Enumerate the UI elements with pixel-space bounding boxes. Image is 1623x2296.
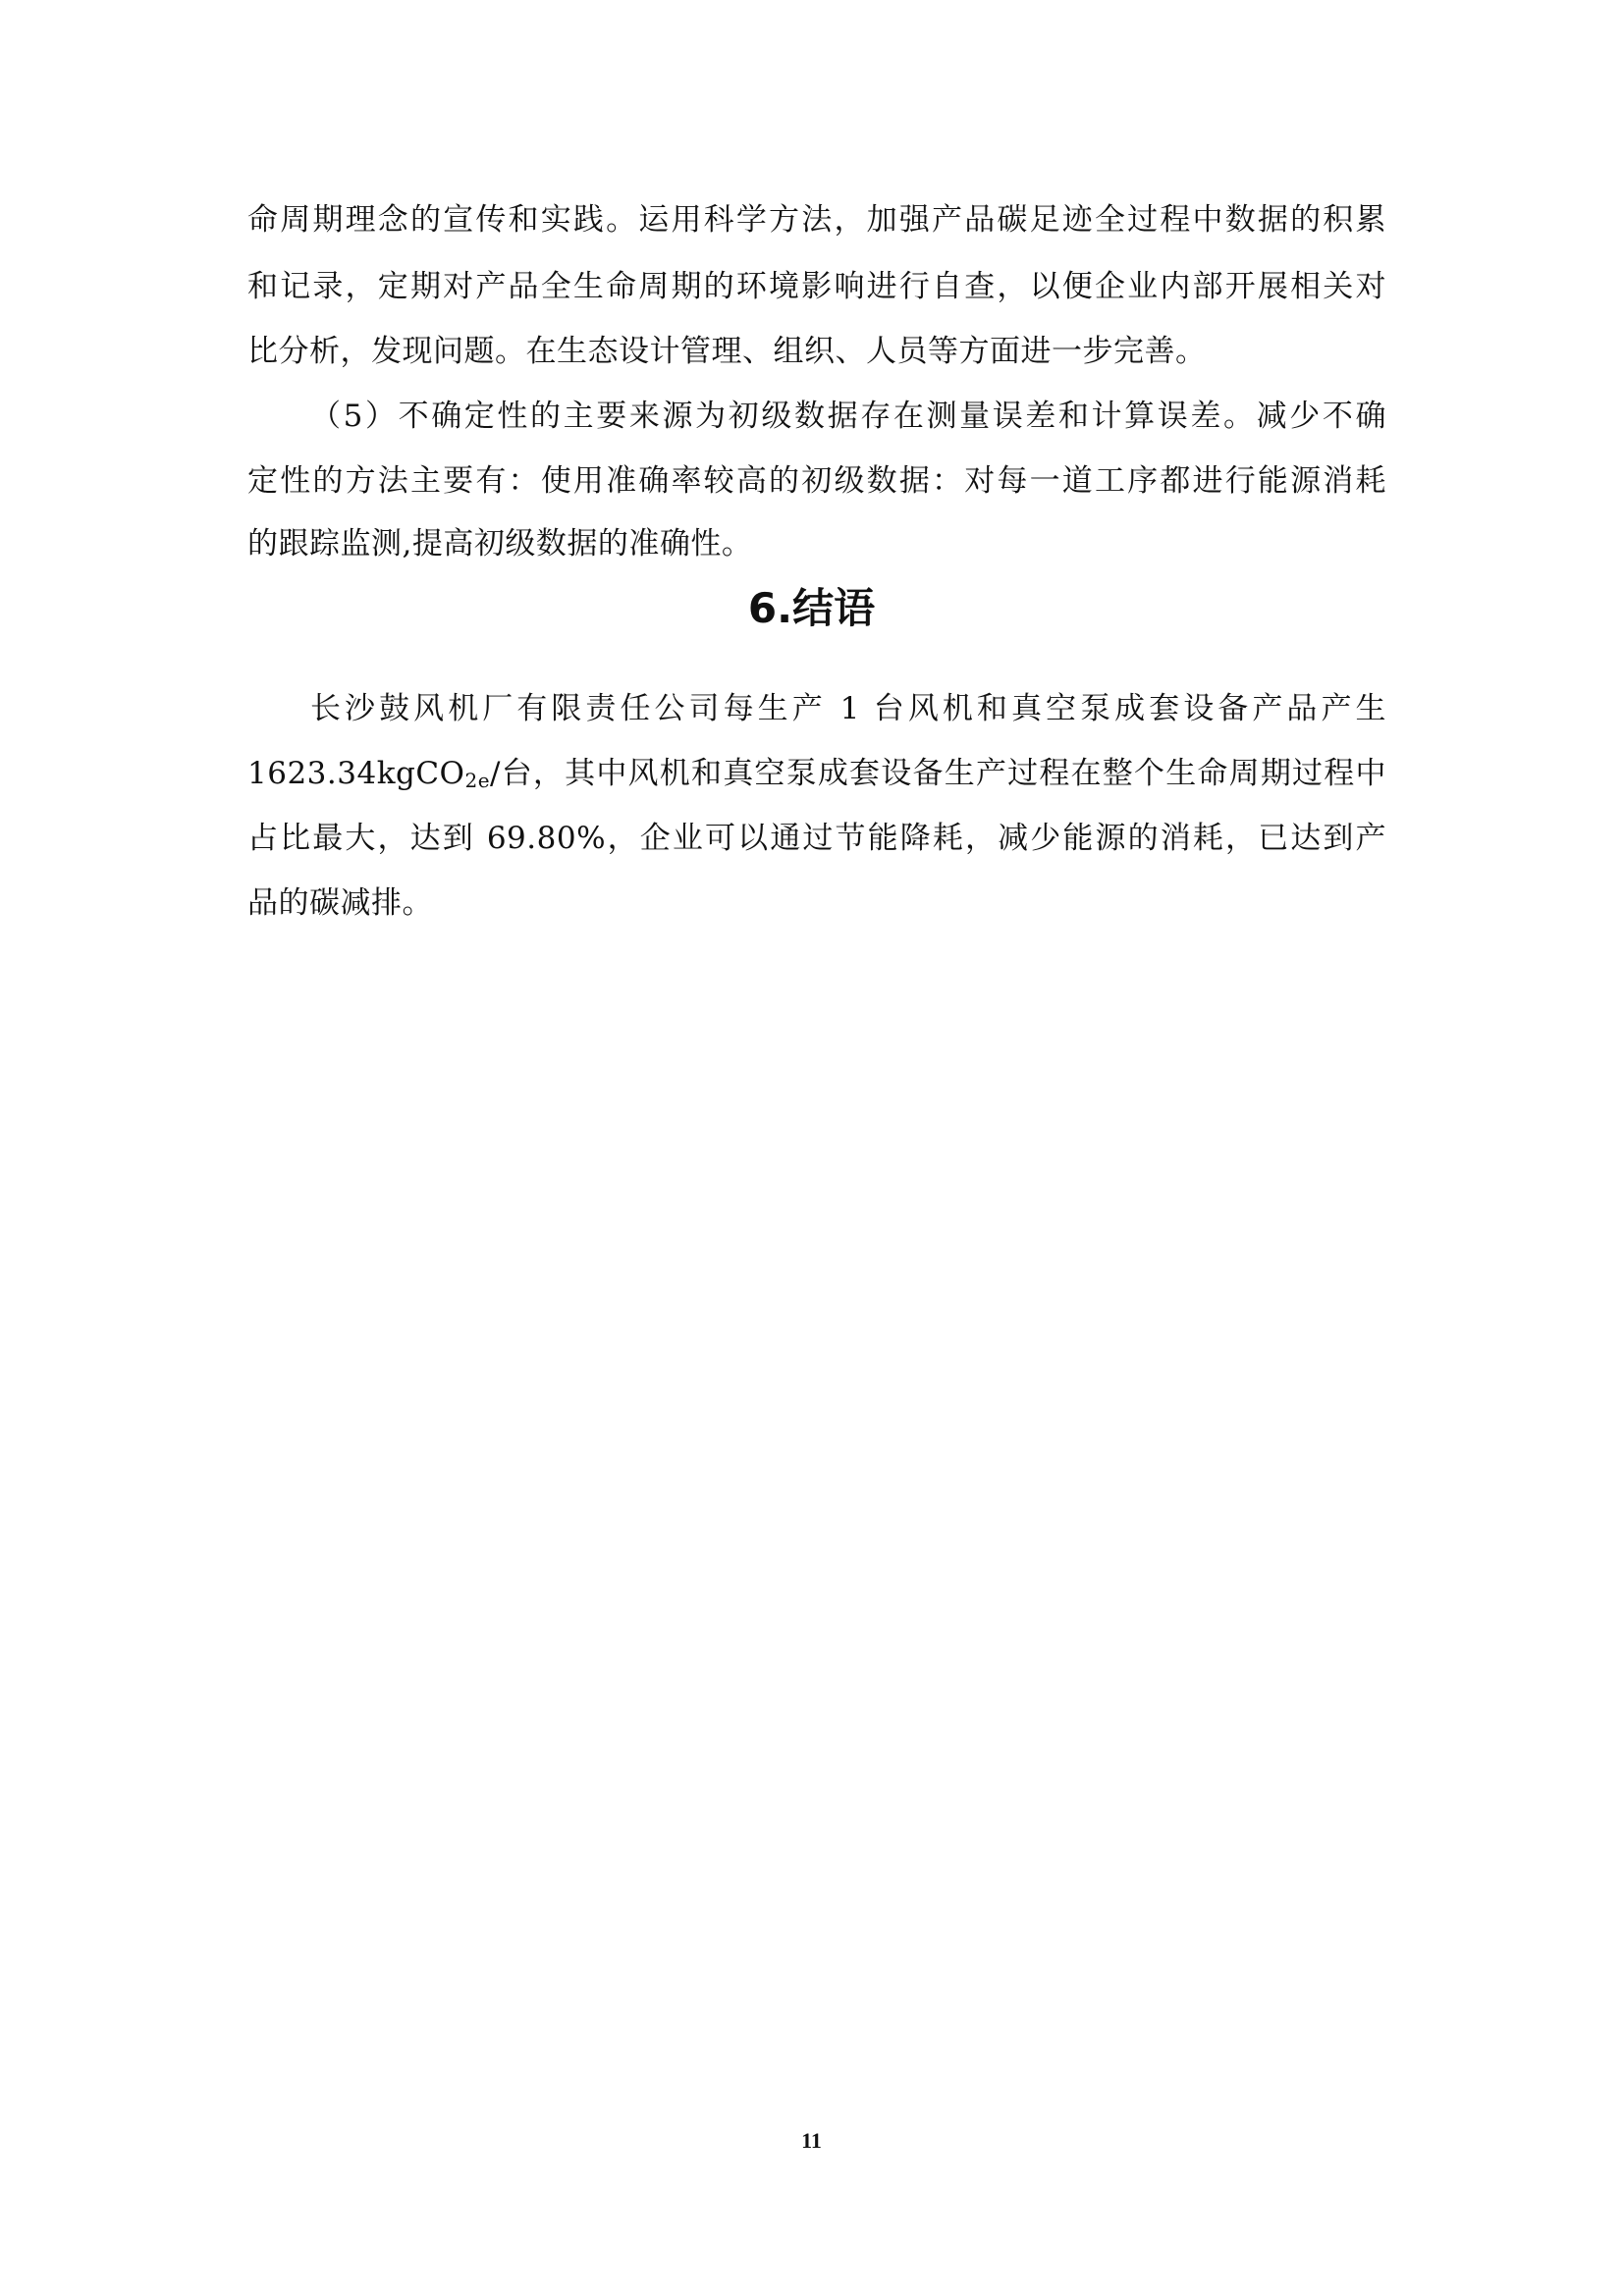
text-line: 长沙鼓风机厂有限责任公司每生产 1 台风机和真空泵成套设备产品产生 — [310, 691, 1386, 726]
section-heading-conclusion: 6.结语 — [747, 584, 876, 632]
text-line: 定性的方法主要有：使用准确率较高的初级数据：对每一道工序都进行能源消耗 — [247, 463, 1386, 499]
text-line-emission-value — [247, 754, 1386, 800]
text-line: 命周期理念的宣传和实践。运用科学方法，加强产品碳足迹全过程中数据的积累 — [247, 202, 1386, 238]
page-number: 11 — [801, 2128, 822, 2153]
text-line: 比分析，发现问题。在生态设计管理、组织、人员等方面进一步完善。 — [247, 334, 1207, 369]
text-line: 品的碳减排。 — [247, 885, 433, 921]
text-line-continuation: /台，其中风机和真空泵成套设备生产过程在整个生命周期过程中 — [490, 756, 1386, 791]
text-line: 占比最大，达到 69.80%，企业可以通过节能降耗，减少能源的消耗，已达到产 — [247, 821, 1386, 856]
emission-unit-subscript: 2e — [464, 769, 491, 792]
text-line: 和记录，定期对产品全生命周期的环境影响进行自查，以便企业内部开展相关对 — [247, 269, 1386, 304]
text-line: 的跟踪监测,提高初级数据的准确性。 — [247, 526, 753, 561]
text-line: （5）不确定性的主要来源为初级数据存在测量误差和计算误差。减少不确 — [310, 399, 1386, 434]
emission-value: 1623.34kgCO — [247, 756, 465, 791]
